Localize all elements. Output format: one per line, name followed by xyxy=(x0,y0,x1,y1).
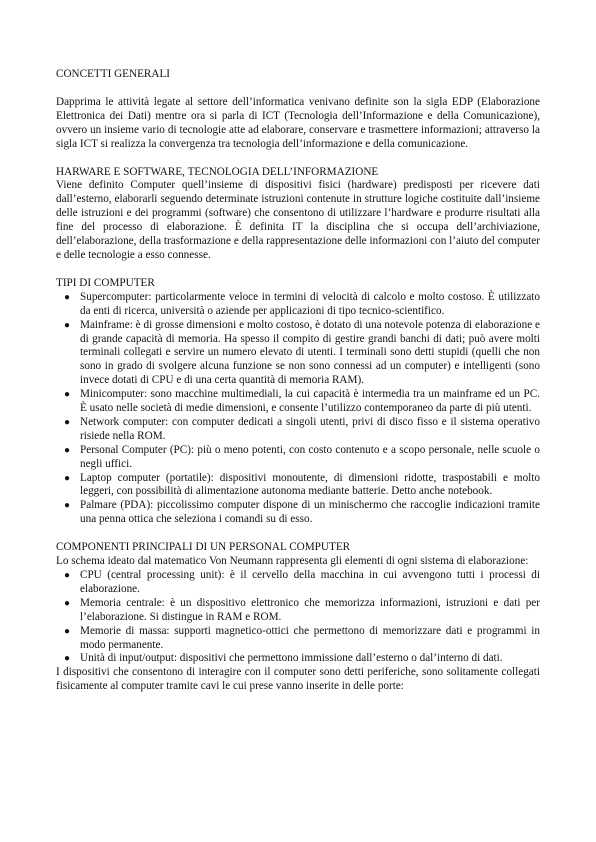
list-item-mainframe xyxy=(56,319,540,389)
list-item-laptop xyxy=(56,472,540,500)
paragraph-componenti-intro: Lo schema ideato dal matematico Von Neumann rappresenta gli elementi di ogni sistema di elaborazione: xyxy=(56,555,529,568)
spacer xyxy=(56,82,540,96)
list-item-text: Palmare (PDA): piccolissimo computer dispone di un minischermo che raccoglie indicazioni tramite una penna ottica che seleziona i comandi su di esso. xyxy=(80,499,540,526)
document-body xyxy=(56,68,540,694)
list-item-text: Minicomputer: sono macchine multimediali, la cui capacità è intermedia tra un mainframe ed un PC. È usato nelle società di medie dimensioni, e consente l’utilizzo contemporaneo da parte di più utenti. xyxy=(80,388,540,415)
bullet-icon: ● xyxy=(64,444,71,456)
paragraph-concetti-generali: Dapprima le attività legate al settore dell’informatica venivano definite son la sigla EDP (Elaborazione Elettronica dei Dati) mentre ora si parla di ICT (Tecnologia dell’Informazione e della Comunicazione), ovvero un insieme vario di tecnologie atte ad elaborare, conservare e trasmettere informazioni; attraverso la sigla ICT si realizza la convergenza tra tecnologia dell’informazione e della comunicazione. xyxy=(56,95,540,150)
list-item-network-computer xyxy=(56,416,540,444)
bullet-icon: ● xyxy=(64,472,71,484)
list-item-text: Unità di input/output: dispositivi che permettono immissione dall’esterno o dal’interno di dati. xyxy=(80,652,503,665)
list-item-memoria-centrale xyxy=(56,597,540,625)
section-title-tipi-computer: TIPI DI COMPUTER xyxy=(56,276,155,289)
list-item-input-output xyxy=(56,652,540,666)
paragraph-periferiche: I dispositivi che consentono di interagire con il computer sono detti periferiche, sono solitamente collegati fisicamente al computer tramite cavi le cui prese vanno inserite in delle porte: xyxy=(56,666,540,693)
list-item-text: Personal Computer (PC): più o meno potenti, con costo contenuto e a scopo personale, nelle scuole o negli uffici. xyxy=(80,443,540,470)
bullet-icon: ● xyxy=(64,597,71,609)
bullet-icon: ● xyxy=(64,570,71,581)
list-item-personal-computer xyxy=(56,444,540,472)
list-item-text: Supercomputer: particolarmente veloce in termini di velocità di calcolo e molto costoso. È utilizzato da enti di ricerca, università o aziende per applicazioni di tipo tecnico-scientifico. xyxy=(80,290,540,317)
spacer xyxy=(56,527,540,541)
list-item-supercomputer xyxy=(56,291,540,319)
bullet-icon: ● xyxy=(64,625,71,637)
section-title-hardware-software: HARWARE E SOFTWARE, TECNOLOGIA DELL’INFORMAZIONE xyxy=(56,165,379,178)
list-item-minicomputer xyxy=(56,388,540,416)
list-item-text: Memoria centrale: è un dispositivo elettronico che memorizza informazioni, istruzioni e dati per l’elaborazione. Si distingue in RAM e ROM. xyxy=(80,596,540,623)
list-item-cpu xyxy=(56,569,540,597)
spacer xyxy=(56,263,540,277)
section-title-concetti-generali: CONCETTI GENERALI xyxy=(56,68,171,80)
list-item-text: Laptop computer (portatile): dispositivi monoutente, di dimensioni ridotte, traspostabili e molto leggeri, con possibilità di alimentazione autonoma mediante batterie. Detto anche notebook. xyxy=(80,471,540,498)
list-item-text: Mainframe: è di grosse dimensioni e molto costoso, è dotato di una notevole potenza di elaborazione e di grande capacità di memoria. Ha spesso il compito di gestire grandi banchi di dati; può avere molti terminali collegati e servire un numero elevato di utenti. I terminali sono detti stupidi (quelli che non sono in grado di svolgere alcuna funzione se non sono connessi ad un computer) e intelligenti (sono invece dotati di CPU e di una certa quantità di memoria RAM). xyxy=(80,318,540,387)
bullet-icon: ● xyxy=(64,291,71,303)
spacer xyxy=(56,152,540,166)
paragraph-hardware-software: Viene definito Computer quell’insieme di dispositivi fisici (hardware) predisposti per ricevere dati dall’esterno, elaborarli seguendo determinate istruzioni contenute in strutture logiche costituite dall’insieme delle istruzioni e dei programmi (software) che consentono di utilizzare l’hardware e produrre risultati alla fine del processo di elaborazione. È definita IT la disciplina che si occupa dell’archiviazione, dell’elaborazione, della trasformazione e della rappresentazione delle informazioni con l’aiuto del computer e delle tecnologie a esso connesse. xyxy=(56,179,540,261)
components-list xyxy=(56,569,540,666)
bullet-icon: ● xyxy=(64,389,71,401)
bullet-icon: ● xyxy=(64,319,71,331)
list-item-text: Memorie di massa: supporti magnetico-ottici che permettono di memorizzare dati e programmi in modo permanente. xyxy=(80,624,540,651)
list-item-memorie-di-massa xyxy=(56,625,540,653)
bullet-icon: ● xyxy=(64,653,71,665)
computer-types-list xyxy=(56,291,540,527)
list-item-text: CPU (central processing unit): è il cervello della macchina in cui avvengono tutti i processi di elaborazione. xyxy=(80,569,540,595)
list-item-text: Network computer: con computer dedicati a singoli utenti, privi di disco fisso e il sistema operativo risiede nella ROM. xyxy=(80,415,540,442)
bullet-icon: ● xyxy=(64,500,71,512)
section-title-componenti: COMPONENTI PRINCIPALI DI UN PERSONAL COMPUTER xyxy=(56,541,351,554)
bullet-icon: ● xyxy=(64,416,71,428)
list-item-palmare xyxy=(56,499,540,527)
